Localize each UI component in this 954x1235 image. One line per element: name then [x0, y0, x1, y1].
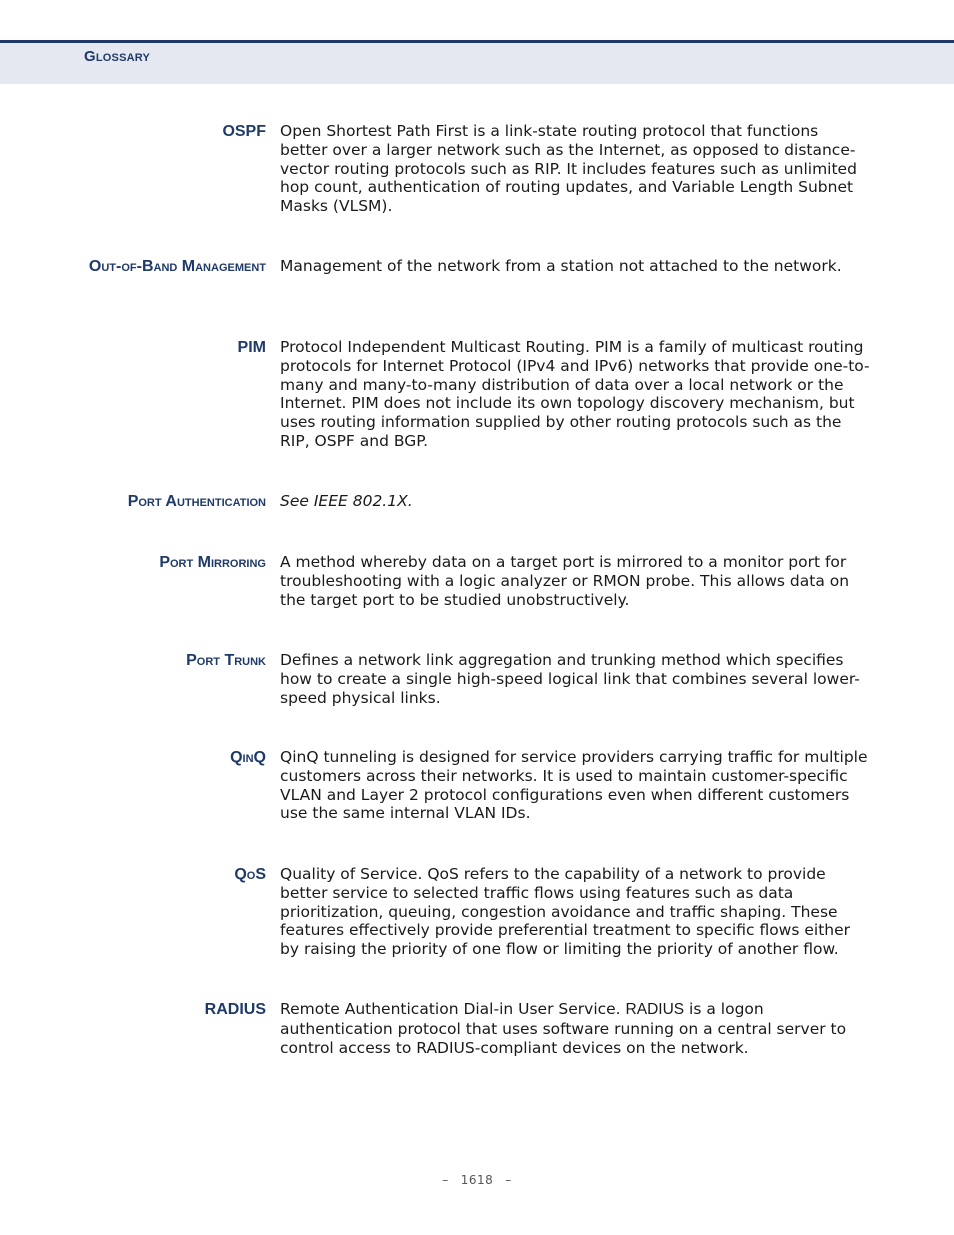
definition-port-authentication: See IEEE 802.1X. [280, 492, 413, 510]
term-pim: PIM [237, 339, 266, 356]
term-port-trunk: Port Trunk [186, 652, 266, 669]
term-port-authentication: Port Authentication [127, 493, 266, 510]
page-footer [0, 1173, 954, 1187]
term-qinq: QinQ [230, 749, 266, 766]
term-radius: RADIUS [204, 1001, 266, 1018]
page-number: 1618 [460, 1173, 494, 1187]
definition-qinq: QinQ tunneling is designed for service providers carrying traffic for multiple customers across their networks. It is used to maintain customer-specific VLAN and Layer 2 protocol configurations even when different customers use the same internal VLAN IDs. [280, 748, 868, 823]
term-qos: QoS [234, 866, 266, 883]
definition-port-mirroring: A method whereby data on a target port is mirrored to a monitor port for troubleshooting with a logic analyzer or RMON probe. This allows data on the target port to be studied unobstructively. [280, 553, 850, 609]
footer-dash-right: – [505, 1173, 512, 1187]
footer-dash-left: – [442, 1173, 449, 1187]
term-ospf: OSPF [222, 123, 266, 140]
definition-radius [280, 1000, 870, 1057]
term-port-mirroring: Port Mirroring [159, 554, 266, 571]
definition-ospf: Open Shortest Path First is a link-state routing protocol that functions better over a larger network such as the Internet, as opposed to distance-vector routing protocols such as RIP. It includes features such as unlimited hop count, authentication of routing updates, and Variable Length Subnet Masks (VLSM). [280, 122, 857, 216]
term-out-of-band-management: Out-of-Band Management [88, 258, 266, 275]
definition-qos: Quality of Service. QoS refers to the capability of a network to provide better service to selected traffic flows using features such as data prioritization, queuing, congestion avoidance and traffic shaping. These features effectively provide preferential treatment to specific flows either by raising the priority of one flow or limiting the priority of another flow. [280, 865, 851, 959]
definition-out-of-band-management: Management of the network from a station not attached to the network. [280, 257, 842, 275]
header-title: Glossary [84, 48, 151, 65]
definition-radius-abbr: RADIUS [625, 1001, 685, 1018]
definition-pim: Protocol Independent Multicast Routing. PIM is a family of multicast routing protocols for Internet Protocol (IPv4 and IPv6) networks that provide one-to-many and many-to-many distribution of data over a local network or the Internet. PIM does not include its own topology discovery mechanism, but uses routing information supplied by other routing protocols such as the RIP, OSPF and BGP. [280, 338, 870, 450]
definition-port-trunk: Defines a network link aggregation and trunking method which specifies how to create a single high-speed logical link that combines several lower-speed physical links. [280, 651, 860, 707]
page-header [0, 40, 954, 84]
definition-radius-part-1: Remote Authentication Dial-in User Service. [280, 1000, 626, 1018]
definition-radius-part-2: is a logon authentication protocol that uses software running on a central server to control access to RADIUS-compliant devices on the network. [280, 1000, 847, 1057]
